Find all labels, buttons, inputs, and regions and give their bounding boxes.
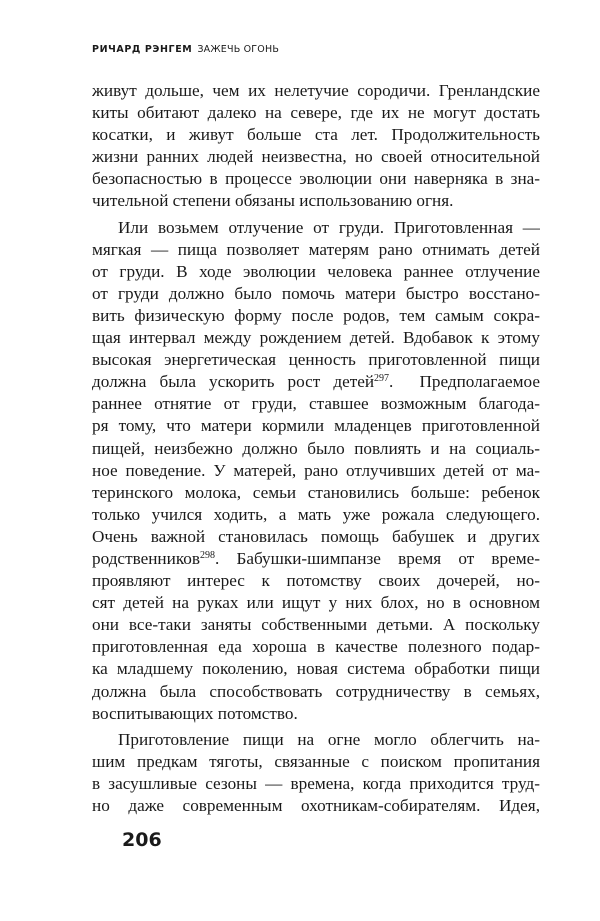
text-line: теринского молока, семьи становились больше: ребенок bbox=[92, 482, 540, 502]
text-line: жизни ранних людей неизвестна, но своей относительной bbox=[92, 147, 540, 167]
text-line: воспитывающих потомство. bbox=[92, 703, 298, 723]
text-line: от груди должно было помочь матери быстро восстано- bbox=[92, 283, 540, 303]
text-segment: родственников bbox=[92, 548, 200, 568]
page-number: 206 bbox=[122, 829, 162, 851]
text-line: ное поведение. У матерей, рано отлучивших детей от ма- bbox=[92, 460, 540, 480]
text-line: сят детей на руках или ищут у них блох, но в основном bbox=[92, 593, 540, 613]
text-line: косатки, и живут больше ста лет. Продолжительность bbox=[92, 125, 540, 145]
text-segment: Бабушки-шимпанзе время от време- bbox=[236, 548, 540, 568]
paragraph-2 bbox=[92, 217, 540, 725]
text-line: чительной степени обязаны использованию огня. bbox=[92, 191, 454, 211]
text-line-with-footnote: должна была ускорить рост детей$^{297}$. Предполагаемое bbox=[92, 372, 540, 392]
text-segment: Предполагаемое bbox=[419, 372, 540, 392]
text-line: киты обитают далеко на севере, где их не могут достать bbox=[92, 103, 540, 123]
text-line: безопасностью в процессе эволюции они наверняка в зна- bbox=[92, 169, 540, 189]
text-line: ря тому, что матери кормили младенцев приготовленной bbox=[92, 416, 540, 436]
paragraph-3 bbox=[92, 729, 540, 817]
text-line: только учился ходить, а мать уже рожала следующего. bbox=[92, 504, 540, 524]
text-line: высокая энергетическая ценность приготовленной пищи bbox=[92, 350, 540, 370]
footnote-ref-297: 297 bbox=[374, 373, 390, 385]
text-line: в засушливые сезоны — времена, когда приходится труд- bbox=[92, 773, 540, 793]
text-line: Или возьмем отлучение от груди. Приготовленная — bbox=[118, 217, 540, 237]
text-line-with-footnote: родственников$^{298}$. Бабушки-шимпанзе время от време- bbox=[92, 548, 540, 568]
text-segment: должна была ускорить рост детей bbox=[92, 372, 375, 392]
paragraph-1 bbox=[92, 80, 540, 213]
text-line: должна была способствовать сотрудничеству в семьях, bbox=[92, 681, 540, 701]
text-line: приготовленная еда хороша в качестве полезного подар- bbox=[92, 637, 540, 657]
text-line: вить физическую форму после родов, тем самым сокра- bbox=[92, 305, 540, 325]
text-line: щая интервал между рождением детей. Вдобавок к этому bbox=[92, 328, 540, 348]
text-line: но даже современным охотникам-собирателям. Идея, bbox=[92, 796, 540, 815]
text-line: Приготовление пищи на огне могло облегчить на- bbox=[118, 729, 540, 749]
header-book-title: ЗАЖЕЧЬ ОГОНЬ bbox=[197, 44, 280, 55]
body-text bbox=[92, 80, 540, 821]
text-line: шим предкам тяготы, связанные с поиском пропитания bbox=[92, 751, 540, 771]
text-line: мягкая — пища позволяет матерям рано отнимать детей bbox=[92, 239, 540, 259]
text-line: они все-таки заняты собственными детьми. А поскольку bbox=[92, 615, 540, 635]
text-line: Очень важной становилась помощь бабушек и других bbox=[92, 526, 540, 546]
header-author: РИЧАРД РЭНГЕМ bbox=[92, 44, 193, 55]
text-line: раннее отнятие от груди, ставшее возможным благода- bbox=[92, 394, 540, 414]
footnote-ref-298: 298 bbox=[200, 549, 215, 561]
text-line: пищей, неизбежно должно было повлиять и на социаль- bbox=[92, 438, 540, 458]
text-line: от груди. В ходе эволюции человека раннее отлучение bbox=[92, 261, 540, 281]
text-line: живут дольше, чем их нелетучие сородичи. Гренландские bbox=[92, 81, 540, 100]
text-line: ка младшему поколению, новая система обработки пищи bbox=[92, 659, 540, 679]
running-head bbox=[92, 44, 279, 55]
text-line: проявляют интерес к потомству своих дочерей, но- bbox=[92, 571, 540, 591]
